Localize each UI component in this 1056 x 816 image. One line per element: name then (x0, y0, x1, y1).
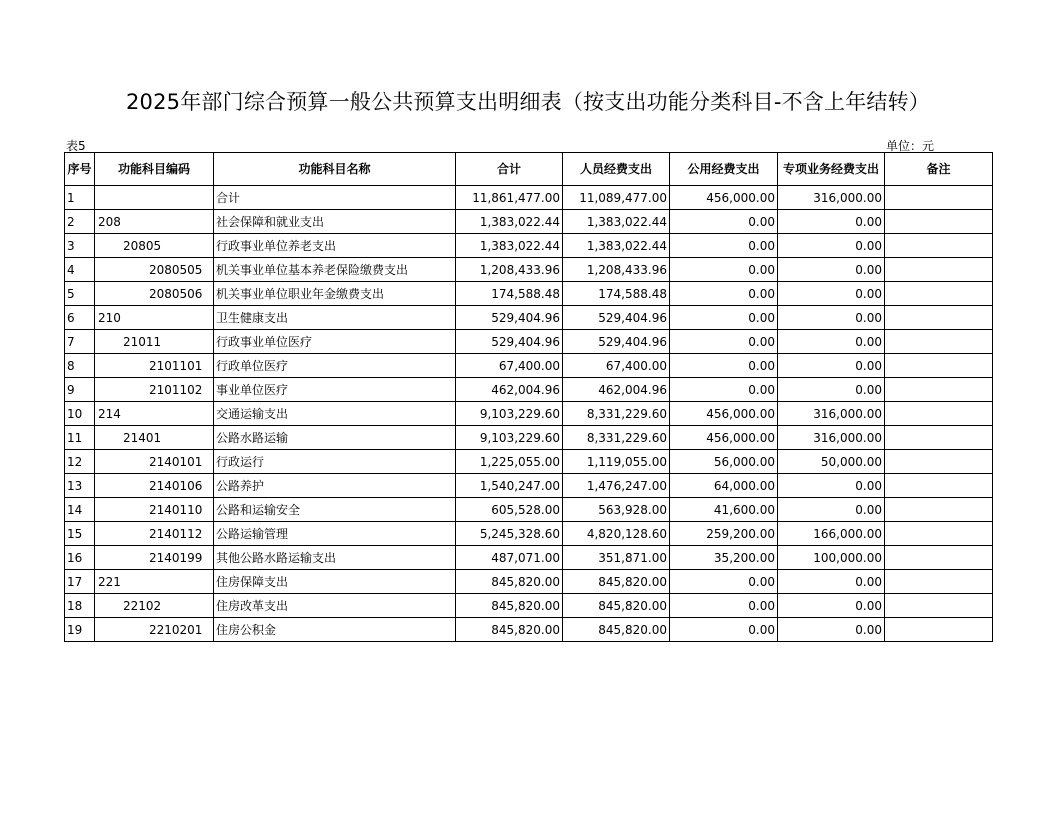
cell-code: 2140199 (95, 546, 214, 570)
cell-public: 0.00 (670, 306, 778, 330)
header-total: 合计 (456, 153, 563, 186)
table-row (65, 450, 993, 474)
cell-special: 100,000.00 (778, 546, 885, 570)
cell-special: 0.00 (778, 282, 885, 306)
cell-special: 0.00 (778, 570, 885, 594)
header-public: 公用经费支出 (670, 153, 778, 186)
cell-public: 0.00 (670, 570, 778, 594)
cell-note (885, 378, 993, 402)
cell-total: 5,245,328.60 (456, 522, 563, 546)
cell-seq: 17 (65, 570, 95, 594)
cell-code: 2101101 (95, 354, 214, 378)
cell-personnel: 563,928.00 (563, 498, 670, 522)
cell-total: 67,400.00 (456, 354, 563, 378)
cell-personnel: 8,331,229.60 (563, 402, 670, 426)
cell-total: 1,208,433.96 (456, 258, 563, 282)
cell-special: 0.00 (778, 306, 885, 330)
cell-special: 0.00 (778, 594, 885, 618)
header-code: 功能科目编码 (95, 153, 214, 186)
cell-public: 0.00 (670, 618, 778, 642)
cell-code: 20805 (95, 234, 214, 258)
cell-special: 0.00 (778, 474, 885, 498)
cell-total: 487,071.00 (456, 546, 563, 570)
cell-personnel: 845,820.00 (563, 618, 670, 642)
cell-public: 35,200.00 (670, 546, 778, 570)
cell-special: 166,000.00 (778, 522, 885, 546)
cell-total: 174,588.48 (456, 282, 563, 306)
cell-seq: 9 (65, 378, 95, 402)
cell-note (885, 234, 993, 258)
cell-code: 2140112 (95, 522, 214, 546)
cell-total: 462,004.96 (456, 378, 563, 402)
cell-special: 0.00 (778, 354, 885, 378)
cell-note (885, 618, 993, 642)
cell-public: 259,200.00 (670, 522, 778, 546)
cell-seq: 12 (65, 450, 95, 474)
cell-note (885, 546, 993, 570)
cell-name: 行政事业单位医疗 (214, 330, 456, 354)
cell-seq: 14 (65, 498, 95, 522)
cell-public: 456,000.00 (670, 402, 778, 426)
cell-code: 2140101 (95, 450, 214, 474)
budget-table (64, 152, 993, 642)
cell-personnel: 1,208,433.96 (563, 258, 670, 282)
cell-personnel: 4,820,128.60 (563, 522, 670, 546)
cell-special: 0.00 (778, 258, 885, 282)
cell-total: 605,528.00 (456, 498, 563, 522)
cell-note (885, 426, 993, 450)
cell-total: 9,103,229.60 (456, 426, 563, 450)
header-note: 备注 (885, 153, 993, 186)
cell-name: 公路运输管理 (214, 522, 456, 546)
cell-personnel: 529,404.96 (563, 306, 670, 330)
cell-special: 0.00 (778, 378, 885, 402)
cell-special: 0.00 (778, 330, 885, 354)
cell-total: 1,383,022.44 (456, 210, 563, 234)
cell-seq: 8 (65, 354, 95, 378)
cell-public: 0.00 (670, 594, 778, 618)
cell-seq: 18 (65, 594, 95, 618)
cell-note (885, 354, 993, 378)
cell-code: 2101102 (95, 378, 214, 402)
cell-code: 221 (95, 570, 214, 594)
cell-note (885, 186, 993, 210)
cell-seq: 19 (65, 618, 95, 642)
cell-total: 1,383,022.44 (456, 234, 563, 258)
header-name: 功能科目名称 (214, 153, 456, 186)
cell-personnel: 174,588.48 (563, 282, 670, 306)
cell-note (885, 306, 993, 330)
cell-name: 合计 (214, 186, 456, 210)
cell-note (885, 210, 993, 234)
cell-special: 316,000.00 (778, 402, 885, 426)
cell-name: 公路水路运输 (214, 426, 456, 450)
header-special: 专项业务经费支出 (778, 153, 885, 186)
table-row (65, 594, 993, 618)
cell-total: 529,404.96 (456, 330, 563, 354)
table-row (65, 570, 993, 594)
cell-name: 住房改革支出 (214, 594, 456, 618)
cell-personnel: 351,871.00 (563, 546, 670, 570)
cell-total: 11,861,477.00 (456, 186, 563, 210)
cell-total: 845,820.00 (456, 594, 563, 618)
cell-total: 845,820.00 (456, 618, 563, 642)
cell-personnel: 845,820.00 (563, 594, 670, 618)
cell-seq: 1 (65, 186, 95, 210)
cell-public: 456,000.00 (670, 426, 778, 450)
cell-code: 2080505 (95, 258, 214, 282)
cell-code: 21011 (95, 330, 214, 354)
header-seq: 序号 (65, 153, 95, 186)
cell-name: 公路养护 (214, 474, 456, 498)
cell-name: 其他公路水路运输支出 (214, 546, 456, 570)
cell-total: 529,404.96 (456, 306, 563, 330)
cell-name: 行政事业单位养老支出 (214, 234, 456, 258)
cell-note (885, 258, 993, 282)
cell-name: 机关事业单位基本养老保险缴费支出 (214, 258, 456, 282)
cell-seq: 11 (65, 426, 95, 450)
cell-personnel: 67,400.00 (563, 354, 670, 378)
table-row (65, 618, 993, 642)
cell-seq: 2 (65, 210, 95, 234)
cell-public: 456,000.00 (670, 186, 778, 210)
cell-note (885, 450, 993, 474)
cell-personnel: 1,383,022.44 (563, 210, 670, 234)
table-row (65, 498, 993, 522)
cell-code: 2080506 (95, 282, 214, 306)
cell-name: 公路和运输安全 (214, 498, 456, 522)
cell-total: 845,820.00 (456, 570, 563, 594)
cell-public: 0.00 (670, 210, 778, 234)
cell-seq: 16 (65, 546, 95, 570)
table-body (65, 186, 993, 642)
cell-public: 0.00 (670, 330, 778, 354)
cell-special: 316,000.00 (778, 426, 885, 450)
cell-personnel: 8,331,229.60 (563, 426, 670, 450)
cell-personnel: 462,004.96 (563, 378, 670, 402)
cell-note (885, 474, 993, 498)
cell-name: 住房公积金 (214, 618, 456, 642)
cell-seq: 13 (65, 474, 95, 498)
cell-seq: 6 (65, 306, 95, 330)
cell-special: 316,000.00 (778, 186, 885, 210)
cell-note (885, 330, 993, 354)
cell-seq: 10 (65, 402, 95, 426)
cell-seq: 7 (65, 330, 95, 354)
cell-code: 2140110 (95, 498, 214, 522)
table-row (65, 234, 993, 258)
cell-name: 住房保障支出 (214, 570, 456, 594)
table-row (65, 210, 993, 234)
cell-total: 1,540,247.00 (456, 474, 563, 498)
page-title: 2025年部门综合预算一般公共预算支出明细表（按支出功能分类科目-不含上年结转） (125, 90, 931, 114)
cell-special: 0.00 (778, 498, 885, 522)
cell-name: 交通运输支出 (214, 402, 456, 426)
cell-special: 50,000.00 (778, 450, 885, 474)
cell-public: 0.00 (670, 234, 778, 258)
cell-code: 210 (95, 306, 214, 330)
table-row (65, 186, 993, 210)
table-row (65, 330, 993, 354)
cell-name: 行政单位医疗 (214, 354, 456, 378)
cell-code (95, 186, 214, 210)
cell-name: 社会保障和就业支出 (214, 210, 456, 234)
cell-note (885, 402, 993, 426)
cell-name: 卫生健康支出 (214, 306, 456, 330)
cell-special: 0.00 (778, 210, 885, 234)
table-row (65, 354, 993, 378)
table-row (65, 546, 993, 570)
cell-note (885, 594, 993, 618)
cell-personnel: 1,119,055.00 (563, 450, 670, 474)
cell-seq: 4 (65, 258, 95, 282)
table-row (65, 402, 993, 426)
cell-code: 214 (95, 402, 214, 426)
table-row (65, 282, 993, 306)
cell-code: 208 (95, 210, 214, 234)
cell-special: 0.00 (778, 234, 885, 258)
cell-code: 21401 (95, 426, 214, 450)
cell-code: 2210201 (95, 618, 214, 642)
cell-public: 0.00 (670, 354, 778, 378)
cell-note (885, 570, 993, 594)
cell-code: 22102 (95, 594, 214, 618)
cell-public: 0.00 (670, 378, 778, 402)
table-number: 表5 (66, 139, 86, 153)
cell-seq: 5 (65, 282, 95, 306)
cell-note (885, 498, 993, 522)
cell-special: 0.00 (778, 618, 885, 642)
cell-code: 2140106 (95, 474, 214, 498)
table-row (65, 474, 993, 498)
cell-personnel: 11,089,477.00 (563, 186, 670, 210)
table-header-row (65, 153, 993, 186)
cell-name: 行政运行 (214, 450, 456, 474)
cell-personnel: 1,476,247.00 (563, 474, 670, 498)
unit-label: 单位：元 (886, 139, 935, 153)
cell-personnel: 529,404.96 (563, 330, 670, 354)
cell-public: 0.00 (670, 282, 778, 306)
cell-personnel: 845,820.00 (563, 570, 670, 594)
table-row (65, 426, 993, 450)
cell-seq: 15 (65, 522, 95, 546)
table-row (65, 306, 993, 330)
table-row (65, 378, 993, 402)
table-row (65, 258, 993, 282)
header-personnel: 人员经费支出 (563, 153, 670, 186)
cell-total: 9,103,229.60 (456, 402, 563, 426)
cell-personnel: 1,383,022.44 (563, 234, 670, 258)
cell-public: 41,600.00 (670, 498, 778, 522)
cell-seq: 3 (65, 234, 95, 258)
cell-public: 56,000.00 (670, 450, 778, 474)
cell-public: 0.00 (670, 258, 778, 282)
cell-total: 1,225,055.00 (456, 450, 563, 474)
table-row (65, 522, 993, 546)
cell-name: 事业单位医疗 (214, 378, 456, 402)
cell-note (885, 282, 993, 306)
cell-name: 机关事业单位职业年金缴费支出 (214, 282, 456, 306)
cell-public: 64,000.00 (670, 474, 778, 498)
cell-note (885, 522, 993, 546)
